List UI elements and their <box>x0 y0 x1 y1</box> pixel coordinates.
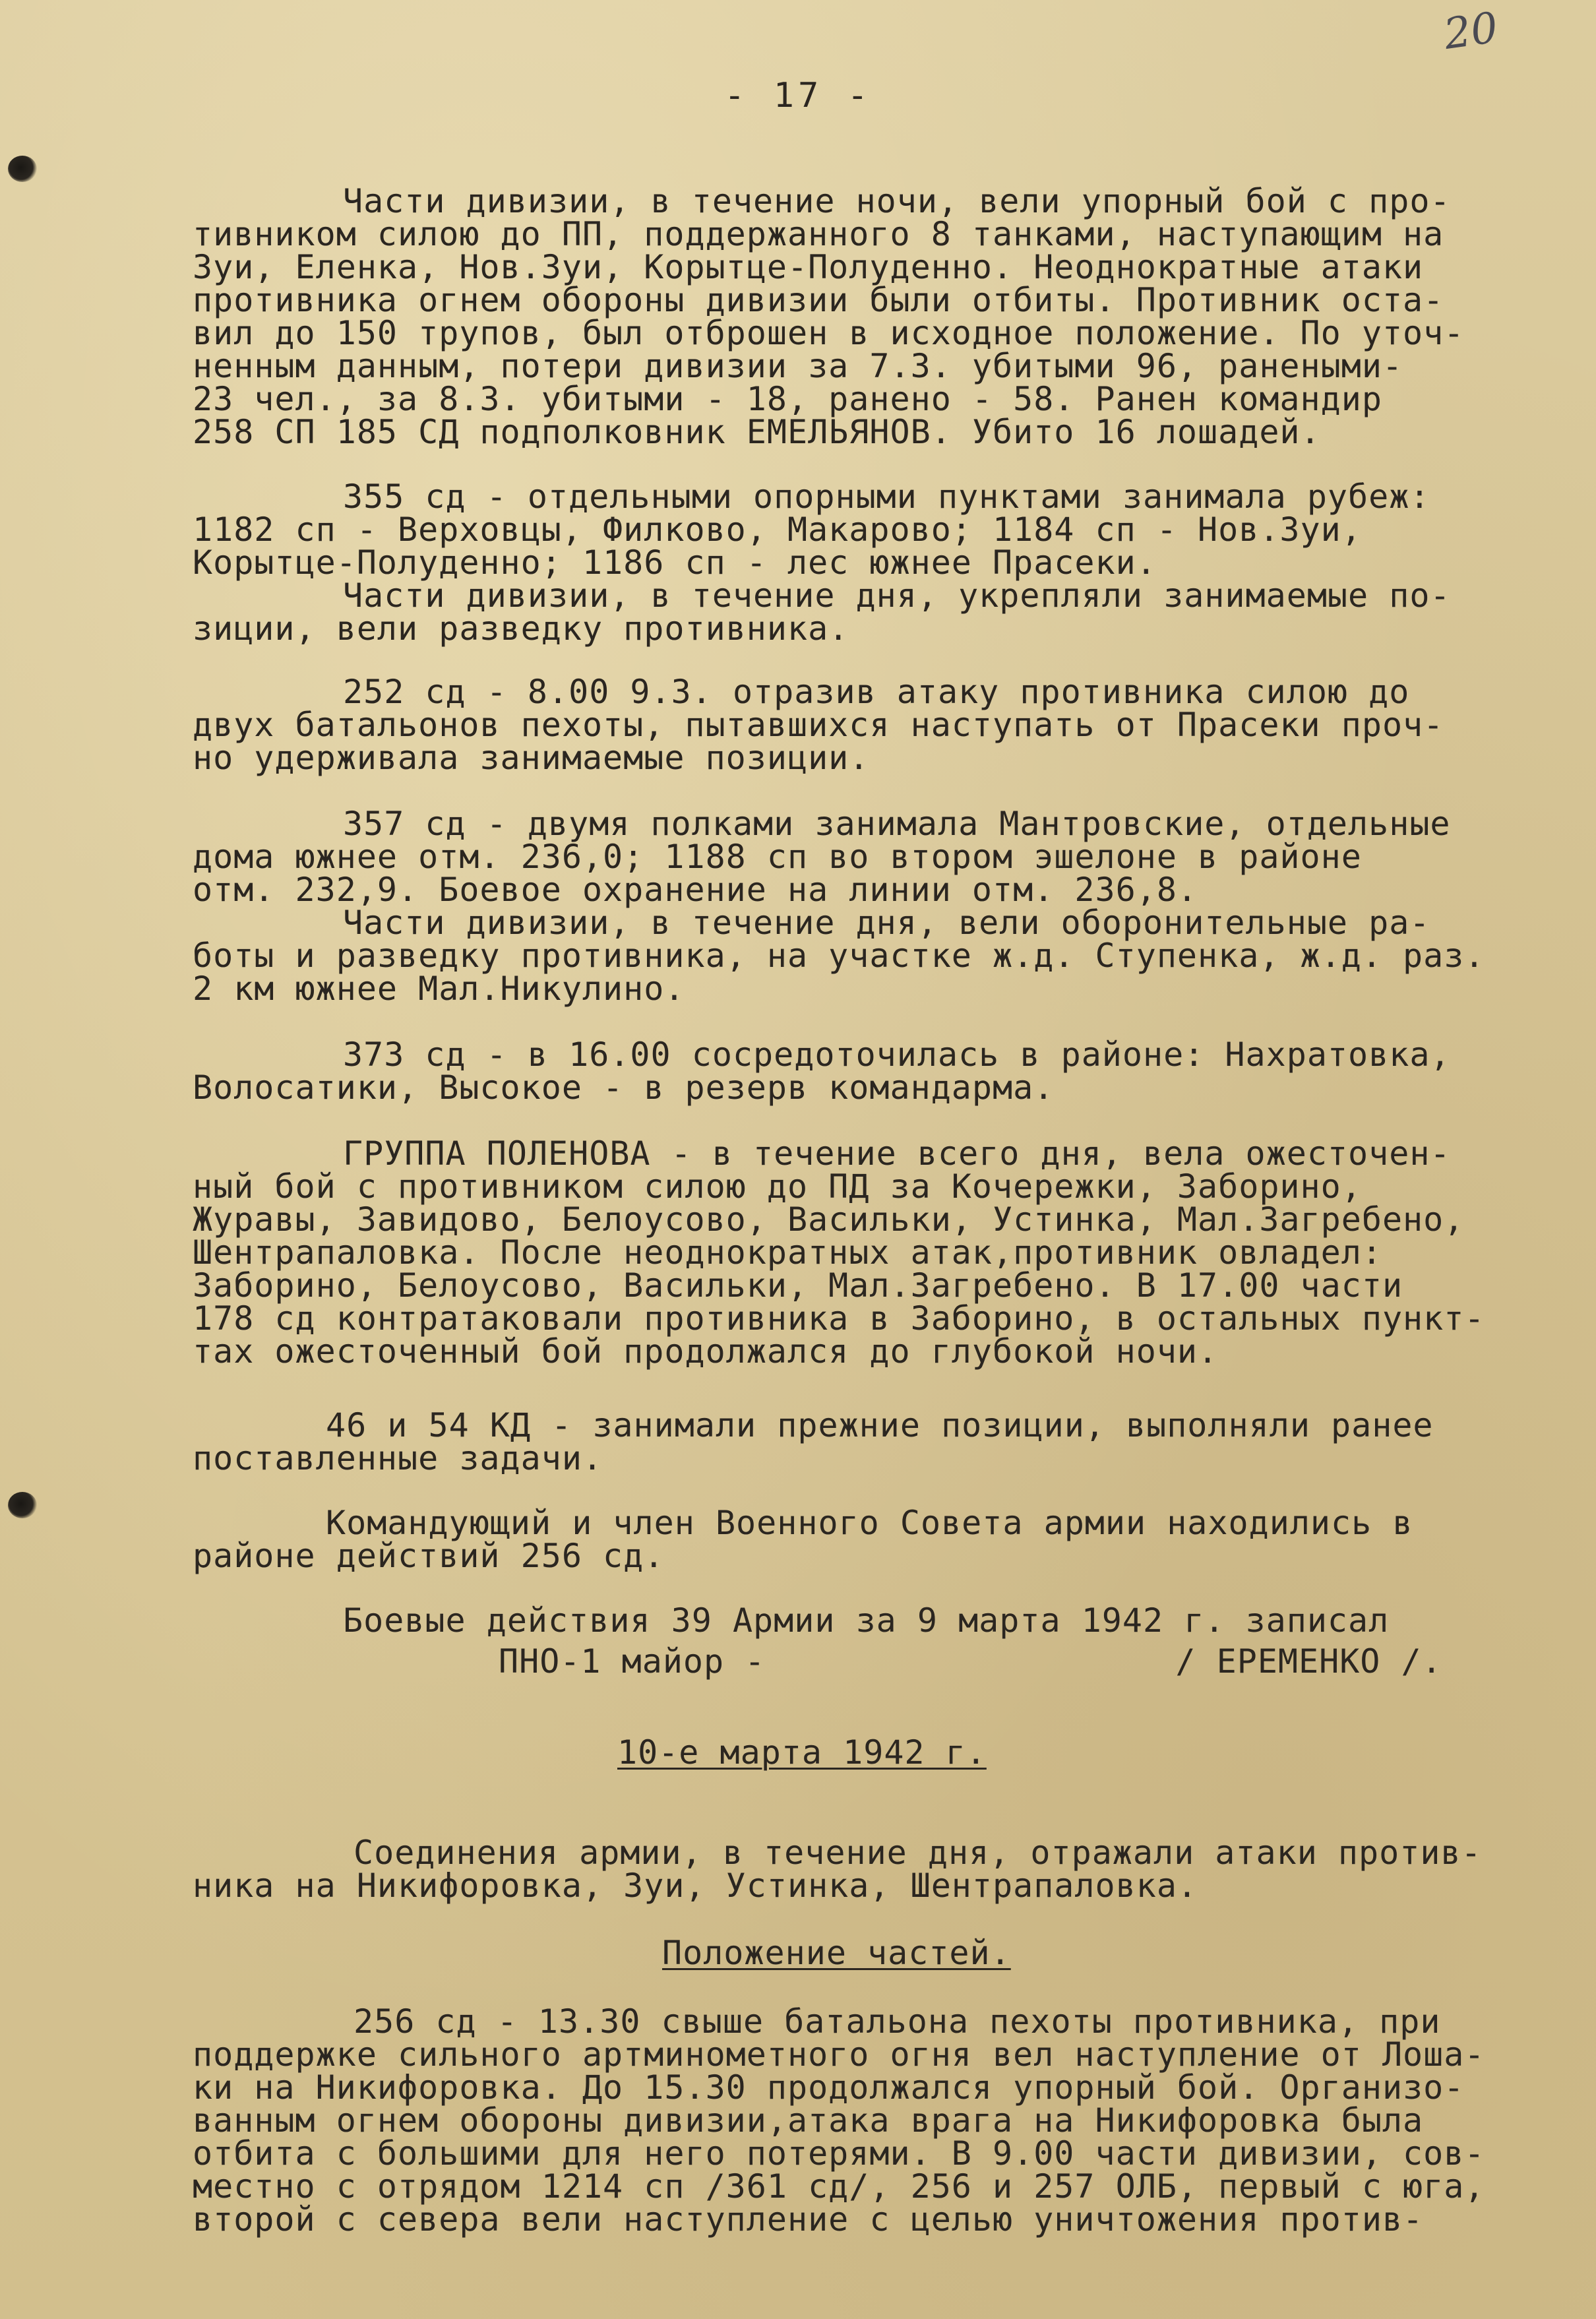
text-line: 2 км южнее Мал.Никулино. <box>193 970 685 1008</box>
text-line: Журавы, Завидово, Белоусово, Васильки, Устинка, Мал.Загребено, <box>193 1200 1465 1239</box>
text-line: ванным огнем обороны дивизии,атака врага на Никифоровка была <box>193 2101 1424 2140</box>
punch-hole <box>8 1492 37 1518</box>
text-line: но удерживала занимаемые позиции. <box>193 739 870 777</box>
signature-line: ПНО-1 майор - / ЕРЕМЕНКО /. <box>499 1642 1442 1681</box>
text-line: второй с севера вели наступление с целью уничтожения против- <box>193 2200 1424 2239</box>
text-line: дома южнее отм. 236,0; 1188 сп во втором эшелоне в районе <box>193 838 1362 876</box>
text-line: Боевые действия 39 Армии за 9 марта 1942 г. записал <box>343 1601 1390 1640</box>
text-line: поддержке сильного артминометного огня вел наступление от Лоша- <box>193 2035 1485 2074</box>
text-line: Части дивизии, в течение ночи, вели упорный бой с про- <box>343 182 1451 220</box>
text-line: поставленные задачи. <box>193 1439 603 1477</box>
text-line: 355 сд - отдельными опорными пунктами занимала рубеж: <box>343 478 1430 516</box>
text-line: 252 сд - 8.00 9.3. отразив атаку противника силою до <box>343 673 1410 711</box>
text-line: Шентрапаловка. После неоднократных атак,противник овладел: <box>193 1233 1382 1272</box>
text-line: 178 сд контратаковали противника в Заборино, в остальных пункт- <box>193 1299 1485 1338</box>
text-line: ника на Никифоровка, Зуи, Устинка, Шентрапаловка. <box>193 1867 1198 1905</box>
text-line: тах ожесточенный бой продолжался до глубокой ночи. <box>193 1332 1219 1371</box>
text-line: отм. 232,9. Боевое охранение на линии отм. 236,8. <box>193 871 1198 909</box>
date-heading: 10-е марта 1942 г. <box>617 1733 987 1772</box>
text-line: 357 сд - двумя полками занимала Мантровские, отдельные <box>343 805 1451 843</box>
text-line: Корытце-Полуденно; 1186 сп - лес южнее Прасеки. <box>193 543 1157 582</box>
text-line: Командующий и член Военного Совета армии находились в <box>326 1504 1413 1542</box>
text-line: Заборино, Белоусово, Васильки, Мал.Загребено. В 17.00 части <box>193 1266 1403 1305</box>
text-line: Части дивизии, в течение дня, вели оборонительные ра- <box>343 904 1430 942</box>
section-heading: Положение частей. <box>662 1934 1011 1972</box>
text-line: Зуи, Еленка, Нов.Зуи, Корытце-Полуденно. Неоднократные атаки <box>193 248 1424 286</box>
text-line: Волосатики, Высокое - в резерв командарма. <box>193 1068 1055 1107</box>
text-line: вил до 150 трупов, был отброшен в исходное положение. По уточ- <box>193 314 1465 352</box>
text-line: Соединения армии, в течение дня, отражали атаки против- <box>353 1834 1482 1872</box>
text-line: 258 СП 185 СД подполковник ЕМЕЛЬЯНОВ. Убито 16 лошадей. <box>193 413 1321 451</box>
text-line: 373 сд - в 16.00 сосредоточилась в районе: Нахратовка, <box>343 1036 1451 1074</box>
text-line: отбита с большими для него потерями. В 9.00 части дивизии, сов- <box>193 2134 1485 2173</box>
text-line: ки на Никифоровка. До 15.30 продолжался упорный бой. Организо- <box>193 2068 1465 2107</box>
text-line: Части дивизии, в течение дня, укрепляли занимаемые по- <box>343 576 1451 615</box>
text-line: 23 чел., за 8.3. убитыми - 18, ранено - 58. Ранен командир <box>193 380 1382 418</box>
text-line: 46 и 54 КД - занимали прежние позиции, выполняли ранее <box>326 1406 1434 1444</box>
text-line: двух батальонов пехоты, пытавшихся наступать от Прасеки проч- <box>193 706 1444 744</box>
text-line: боты и разведку противника, на участке ж.д. Ступенка, ж.д. раз. <box>193 937 1485 975</box>
archive-number: 20 <box>1440 3 1501 59</box>
text-line: ненным данным, потери дивизии за 7.3. убитыми 96, ранеными- <box>193 347 1403 385</box>
text-line: зиции, вели разведку противника. <box>193 609 849 648</box>
text-line: 256 сд - 13.30 свыше батальона пехоты противника, при <box>353 2002 1441 2041</box>
text-line: ный бой с противником силою до ПД за Кочережки, Заборино, <box>193 1167 1362 1206</box>
text-line: 1182 сп - Верховцы, Филково, Макарово; 1184 сп - Нов.Зуи, <box>193 510 1362 549</box>
text-line: тивником силою до ПП, поддержанного 8 танками, наступающим на <box>193 215 1444 253</box>
text-line: местно с отрядом 1214 сп /361 сд/, 256 и 257 ОЛБ, первый с юга, <box>193 2167 1485 2206</box>
text-line: районе действий 256 сд. <box>193 1537 665 1575</box>
punch-hole <box>8 156 37 182</box>
text-line: ГРУППА ПОЛЕНОВА - в течение всего дня, вела ожесточен- <box>343 1134 1451 1173</box>
text-line: противника огнем обороны дивизии были отбиты. Противник оста- <box>193 281 1444 319</box>
page-number: - 17 - <box>724 76 872 115</box>
